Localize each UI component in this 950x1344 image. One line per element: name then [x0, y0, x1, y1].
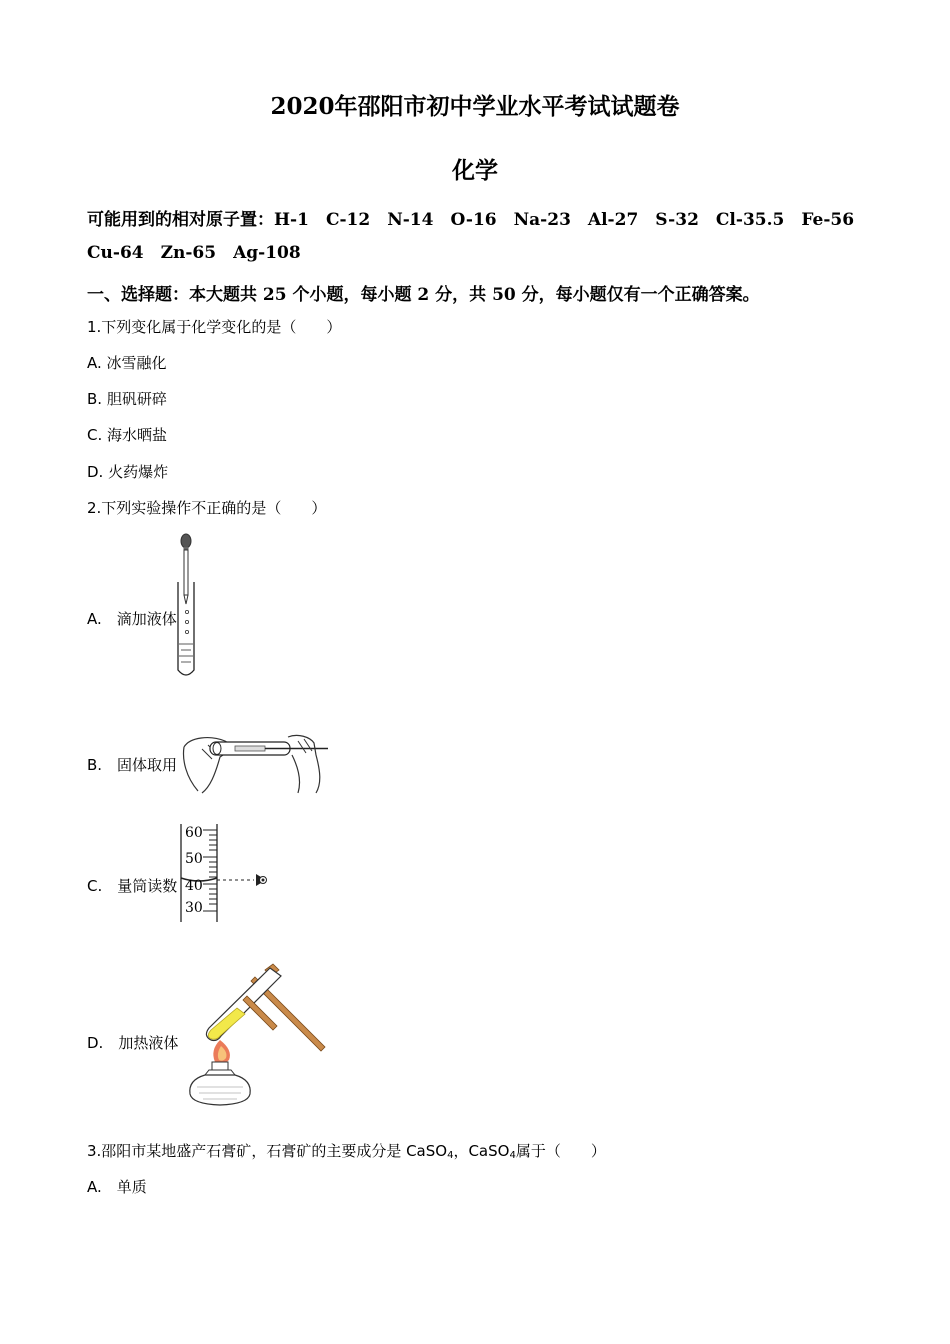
q3-stem-suffix: 属于（ ）: [515, 1142, 606, 1160]
page-title: 2020年邵阳市初中学业水平考试试题卷: [270, 93, 680, 120]
q2-option-d: D. 加热液体: [87, 1034, 179, 1052]
q2-option-c: C. 量筒读数: [87, 877, 178, 895]
q1-option-b: B. 胆矾研碎: [87, 390, 167, 408]
dropper-test-tube-illustration: [170, 532, 210, 682]
section-heading: 一、选择题：本大题共 25 个小题，每小题 2 分，共 50 分，每小题仅有一个正确答案。: [87, 285, 760, 305]
q2-option-b: B. 固体取用: [87, 756, 178, 774]
q3-stem-prefix: 3.邵阳市某地盛产石膏矿，石膏矿的主要成分是 CaSO: [87, 1142, 448, 1160]
question-1-stem: 1.下列变化属于化学变化的是（ ）: [87, 318, 342, 336]
q1-option-c: C. 海水晒盐: [87, 426, 168, 444]
q3-subscript-1: 4: [447, 1150, 454, 1161]
atomic-mass-label: 可能用到的相对原子置：: [87, 210, 274, 230]
cylinder-tick-50: 50: [185, 851, 203, 867]
atomic-mass-row-2: [87, 243, 318, 263]
subject-title: 化学: [452, 157, 498, 184]
solid-taking-illustration: [180, 725, 330, 800]
question-2-stem: 2.下列实验操作不正确的是（ ）: [87, 499, 327, 517]
atomic-mass-row-1: [87, 205, 854, 230]
heating-liquid-illustration: [185, 962, 335, 1110]
question-3-stem: [87, 1140, 606, 1161]
q3-stem-mid: ，CaSO: [453, 1142, 510, 1160]
q3-subscript-2: 4: [509, 1150, 516, 1161]
cylinder-tick-30: 30: [185, 900, 203, 916]
atomic-mass-item: Cu-64: [87, 243, 144, 263]
atomic-mass-item: Fe-56: [801, 210, 855, 230]
atomic-mass-item: N-14: [387, 210, 434, 230]
atomic-mass-item: Na-23: [513, 210, 571, 230]
atomic-mass-item: C-12: [325, 210, 371, 230]
q3-option-a: A. 单质: [87, 1178, 147, 1196]
atomic-mass-item: Cl-35.5: [715, 210, 785, 230]
atomic-mass-item: H-1: [274, 210, 309, 230]
q1-option-a: A. 冰雪融化: [87, 354, 167, 372]
cylinder-tick-60: 60: [185, 825, 203, 841]
atomic-mass-item: O-16: [450, 210, 497, 230]
atomic-mass-item: Ag-108: [233, 243, 301, 263]
q1-option-d: D. 火药爆炸: [87, 463, 169, 481]
cylinder-tick-40: 40: [185, 878, 203, 894]
atomic-mass-item: Zn-65: [160, 243, 217, 263]
q2-option-a: A. 滴加液体: [87, 610, 177, 628]
atomic-mass-item: Al-27: [587, 210, 639, 230]
atomic-mass-item: S-32: [655, 210, 699, 230]
